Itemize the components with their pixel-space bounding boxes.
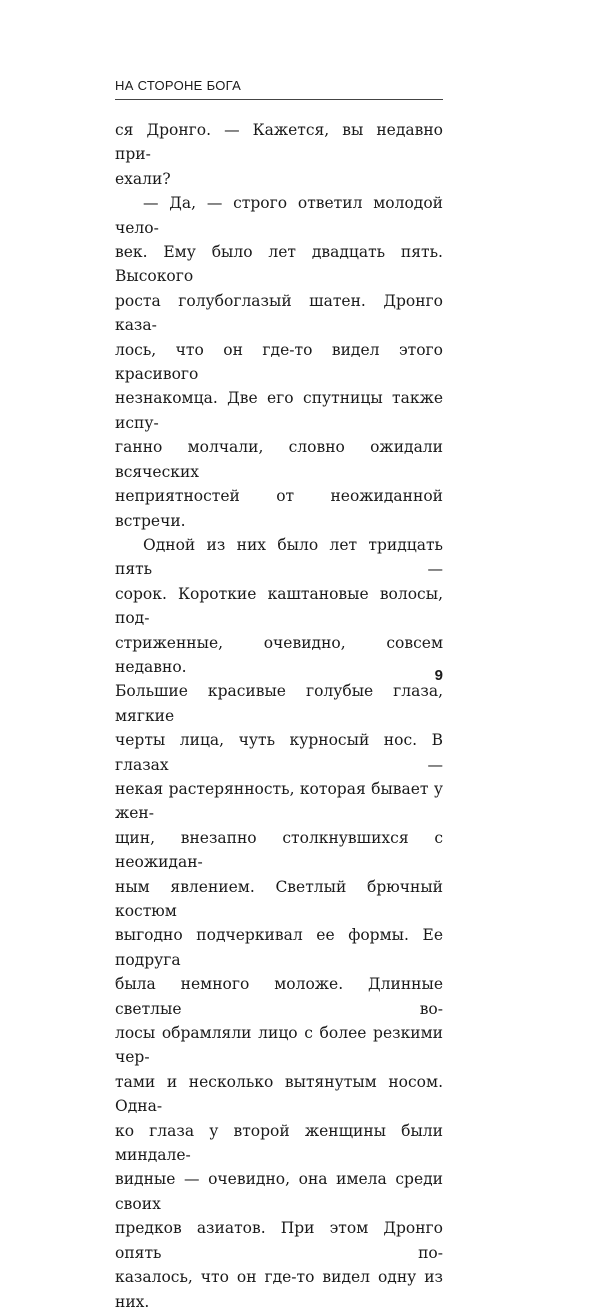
text-line: Одной из них было лет тридцать пять — — [115, 535, 443, 579]
body-text — [115, 118, 443, 1314]
text-line: была немного моложе. Длинные светлые во- — [115, 975, 443, 1018]
text-line: черты лица, чуть курносый нос. В глазах — — [115, 731, 443, 774]
text-line: лось, что он где-то видел этого красивого — [115, 340, 443, 384]
text-line: незнакомца. Две его спутницы также испу- — [115, 389, 443, 432]
running-head: НА СТОРОНЕ БОГА — [115, 78, 242, 93]
text-line: лосы обрамляли лицо с более резкими чер- — [115, 1024, 443, 1067]
text-line: выгодно подчеркивал ее формы. Ее подруга — [115, 926, 443, 969]
header-rule — [115, 99, 443, 100]
page-number: 9 — [434, 667, 443, 684]
text-line: ся Дронго. — Кажется, вы недавно при- — [115, 121, 443, 164]
text-line: ехали? — [115, 169, 171, 188]
text-line: Большие красивые голубые глаза, мягкие — [115, 682, 443, 725]
text-line: сорок. Короткие каштановые волосы, под- — [115, 584, 443, 628]
text-line: видные — очевидно, она имела среди своих — [115, 1170, 443, 1213]
text-line: неприятностей от неожиданной встречи. — [115, 487, 443, 530]
text-line: — Да, — строго ответил молодой чело- — [115, 194, 443, 237]
text-line: некая растерянность, которая бывает у жен- — [115, 779, 443, 823]
text-line: предков азиатов. При этом Дронго опять по- — [115, 1219, 443, 1262]
text-line: щин, внезапно столкнувшихся с неожидан- — [115, 828, 443, 872]
text-line: тами и несколько вытянутым носом. Одна- — [115, 1072, 443, 1116]
text-line: ганно молчали, словно ожидали всяческих — [115, 438, 443, 481]
text-line: казалось, что он где-то видел одну из них. — [115, 1268, 443, 1311]
text-line: век. Ему было лет двадцать пять. Высокого — [115, 243, 443, 286]
text-line: ко глаза у второй женщины были миндале- — [115, 1121, 443, 1165]
text-line: стриженные, очевидно, совсем недавно. — [115, 633, 443, 676]
text-line: ным явлением. Светлый брючный костюм — [115, 877, 443, 920]
text-line: роста голубоглазый шатен. Дронго каза- — [115, 291, 443, 335]
